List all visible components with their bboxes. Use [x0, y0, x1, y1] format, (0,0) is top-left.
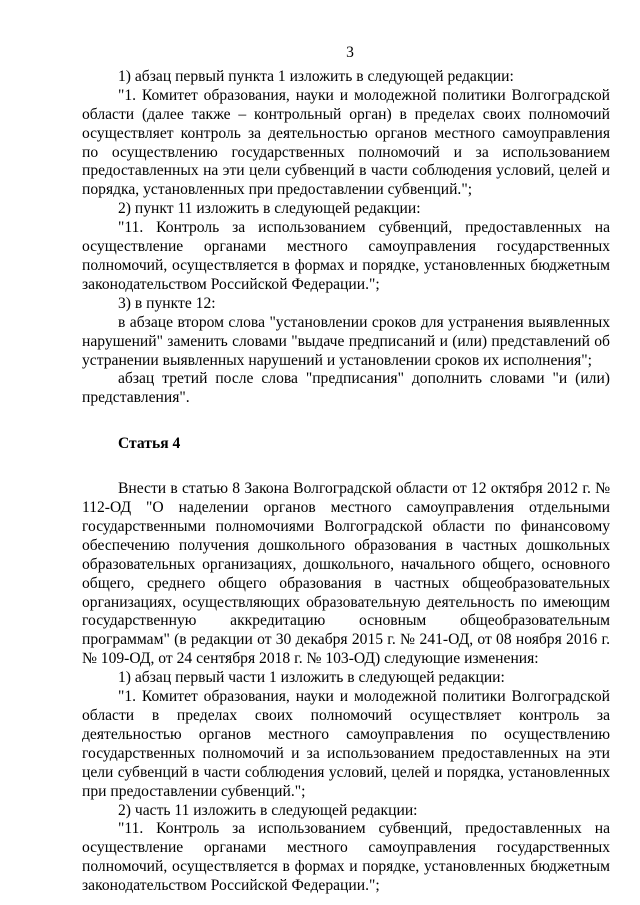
article-item-2-text: "11. Контроль за использованием субвенций, предоставленных на осуществление органами местного самоуправления государственных полномочий, осуществляется в формах и порядке, установленных бюджетным законодательством Российской Федерации.";	[82, 820, 610, 895]
document-page	[82, 44, 610, 896]
article-body	[82, 480, 610, 896]
page-number: 3	[346, 44, 354, 61]
article-item-2-intro: 2) часть 11 изложить в следующей редакции:	[118, 801, 418, 819]
article-item-1-intro: 1) абзац первый части 1 изложить в следующей редакции:	[118, 669, 505, 687]
amendment-item-3-paragraph-3: абзац третий после слова "предписания" дополнить словами "и (или) представления".	[82, 370, 610, 407]
amendment-item-1-intro: 1) абзац первый пункта 1 изложить в следующей редакции:	[118, 67, 514, 85]
amendment-item-3-paragraph-2: в абзаце втором слова "установлении сроков для устранения выявленных нарушений" заменить словами "выдаче предписаний и (или) представлений об устранении выявленных нарушений и установлении сроков их исполнения";	[82, 313, 610, 369]
amendment-item-2-intro: 2) пункт 11 изложить в следующей редакции:	[118, 200, 421, 218]
amendments-list	[82, 68, 610, 408]
amendment-item-1-text: "1. Комитет образования, науки и молодежной политики Волгоградской области (далее также – контрольный орган) в пределах своих полномочий осуществляет контроль за деятельностью органов местного самоуправления по осуществлению государственных полномочий и за использованием предоставленных на эти цели субвенций в части соблюдения условий, целей и порядка, установленных при предоставлении субвенций.";	[82, 86, 610, 199]
amendment-item-3-intro: 3) в пункте 12:	[118, 294, 216, 312]
amendment-item-2-text: "11. Контроль за использованием субвенций, предоставленных на осуществление органами местного самоуправления государственных полномочий, осуществляется в формах и порядке, установленных бюджетным законодательством Российской Федерации.";	[82, 219, 610, 293]
article-item-1-text: "1. Комитет образования, науки и молодежной политики Волгоградской области в пределах своих полномочий осуществляет контроль за деятельностью органов местного самоуправления по осуществлению государственных полномочий и за использованием предоставленных на эти цели субвенций в части соблюдения условий, целей и порядка, установленных при предоставлении субвенций.";	[82, 688, 610, 800]
article-intro: Внести в статью 8 Закона Волгоградской области от 12 октября 2012 г. № 112-ОД "О наделении органов местного самоуправления отдельными государственными полномочиями Волгоградской области по финансовому обеспечению получения дошкольного образования в частных дошкольных образовательных организациях, дошкольного, начального общего, основного общего, среднего общего образования в частных общеобразовательных организациях, осуществляющих образовательную деятельность по имеющим государственную аккредитацию основным общеобразовательным программам" (в редакции от 30 декабря 2015 г. № 241-ОД, от 08 ноября 2016 г. № 109-ОД, от 24 сентября 2018 г. № 103-ОД) следующие изменения:	[82, 480, 610, 668]
article-heading: Статья 4	[118, 435, 181, 453]
